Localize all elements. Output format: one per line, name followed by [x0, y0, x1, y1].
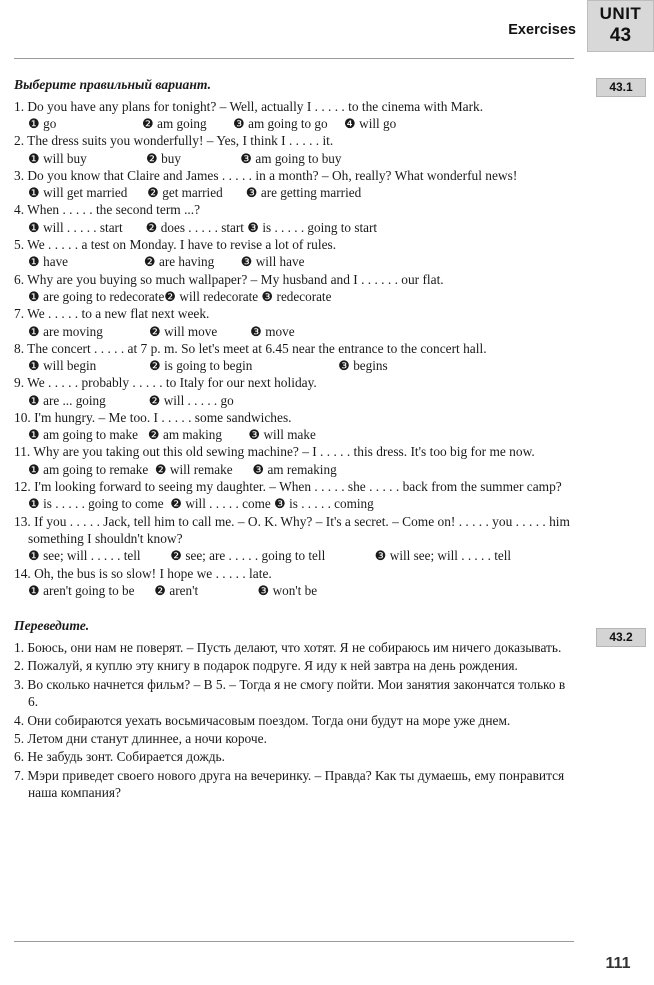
options: ❶ will buy ❷ buy ❸ am going to buy: [28, 150, 342, 166]
options: ❶ are going to redecorate❷ will redecorate ❸ redecorate: [28, 288, 332, 304]
header-divider: [14, 58, 574, 59]
question: 3. Do you know that Claire and James . . . . . in a month? – Oh, really? What wonderful news!: [14, 167, 518, 183]
question: 14. Oh, the bus is so slow! I hope we . . . . . late.: [14, 565, 272, 581]
unit-label: UNIT: [599, 4, 642, 23]
translate-item: 7. Мэри приведет своего нового друга на вечеринку. – Правда? Как ты думаешь, ему понравится наша компания?: [14, 767, 565, 801]
translate-item: 4. Они собираются уехать восьмичасовым поездом. Тогда они будут на море уже днем.: [14, 712, 511, 728]
exercise-content: [14, 76, 576, 803]
question: 10. I'm hungry. – Me too. I . . . . . some sandwiches.: [14, 409, 292, 425]
question: 5. We . . . . . a test on Monday. I have to revise a lot of rules.: [14, 236, 337, 252]
question: 7. We . . . . . to a new flat next week.: [14, 306, 210, 322]
page-title: Exercises: [508, 22, 576, 38]
options: ❶ are ... going ❷ will . . . . . go: [28, 392, 234, 408]
question: 8. The concert . . . . . at 7 p. m. So let's meet at 6.45 near the entrance to the concert hall.: [14, 340, 487, 356]
options: ❶ are moving ❷ will move ❸ move: [28, 323, 295, 339]
translate-item: 2. Пожалуй, я куплю эту книгу в подарок подруге. Я иду к ней завтра на день рождения.: [14, 658, 518, 674]
question: 2. The dress suits you wonderfully! – Yes, I think I . . . . . it.: [14, 133, 334, 149]
options: ❶ will get married ❷ get married ❸ are getting married: [28, 185, 362, 201]
options: ❶ will begin ❷ is going to begin ❸ begins: [28, 358, 388, 374]
exercise-tag-43-1: 43.1: [596, 78, 646, 97]
options: ❶ will . . . . . start ❷ does . . . . . start ❸ is . . . . . going to start: [28, 219, 378, 235]
question: 6. Why are you buying so much wallpaper? – My husband and I . . . . . . our flat.: [14, 271, 444, 287]
exercise-2-block: [14, 617, 576, 801]
exercise-2-instruction: Переведите.: [14, 618, 90, 634]
options: ❶ see; will . . . . . tell ❷ see; are . . . . . going to tell ❸ will see; will . . . . . tell: [28, 548, 512, 564]
translate-item: 3. Во сколько начнется фильм? – В 5. – Тогда я не смогу пойти. Мои занятия закончатся только в 6.: [14, 676, 566, 710]
question: 4. When . . . . . the second term ...?: [14, 202, 201, 218]
question: 12. I'm looking forward to seeing my daughter. – When . . . . . she . . . . . back from the summer camp?: [14, 479, 562, 495]
options: ❶ am going to make ❷ am making ❸ will make: [28, 427, 316, 443]
options: ❶ go ❷ am going ❸ am going to go ❹ will go: [28, 116, 397, 132]
options: ❶ am going to remake ❷ will remake ❸ am remaking: [28, 461, 337, 477]
translate-item: 1. Боюсь, они нам не поверят. – Пусть делают, что хотят. Я не собираюсь им ничего доказывать.: [14, 639, 562, 655]
unit-badge: [587, 0, 654, 52]
translate-item: 6. Не забудь зонт. Собирается дождь.: [14, 749, 225, 765]
exercise-1-instruction: Выберите правильный вариант.: [14, 77, 212, 92]
question: 9. We . . . . . probably . . . . . to Italy for our next holiday.: [14, 375, 317, 391]
exercise-tag-43-2: 43.2: [596, 628, 646, 647]
footer-divider: [14, 941, 574, 942]
translate-item: 5. Летом дни станут длиннее, а ночи короче.: [14, 730, 267, 746]
question: 13. If you . . . . . Jack, tell him to call me. – O. K. Why? – It's a secret. – Come on! . . . . . you . . . . . him something I shouldn't know?: [14, 513, 570, 547]
page-number: 111: [605, 955, 631, 972]
options: ❶ aren't going to be ❷ aren't ❸ won't be: [28, 583, 318, 599]
question: 1. Do you have any plans for tonight? – Well, actually I . . . . . to the cinema with Mark.: [14, 98, 484, 114]
options: ❶ have ❷ are having ❸ will have: [28, 254, 305, 270]
unit-number: 43: [609, 25, 632, 46]
question: 11. Why are you taking out this old sewing machine? – I . . . . . this dress. It's too big for me now.: [14, 444, 535, 460]
options: ❶ is . . . . . going to come ❷ will . . . . . come ❸ is . . . . . coming: [28, 496, 374, 512]
